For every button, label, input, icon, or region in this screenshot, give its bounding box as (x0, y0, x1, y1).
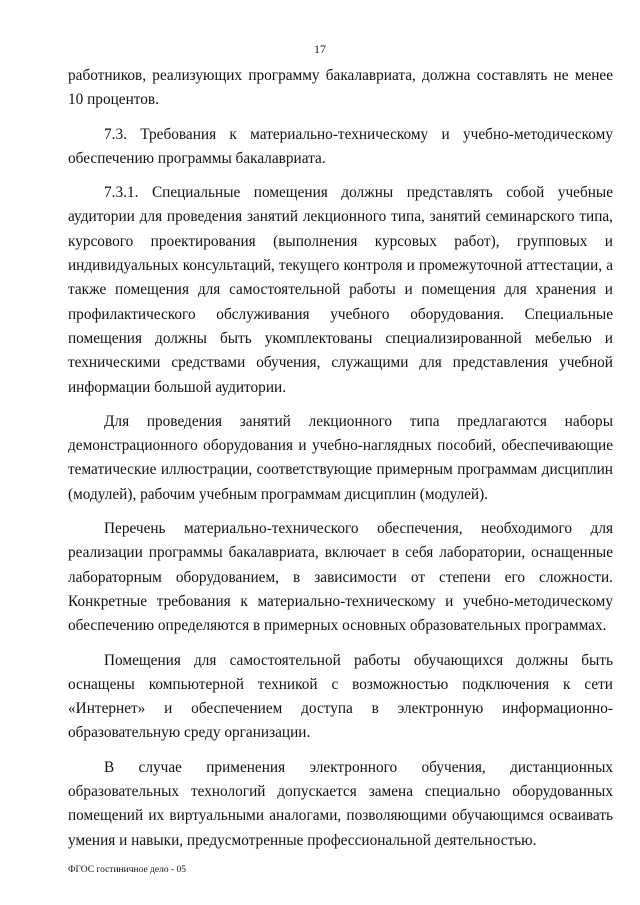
footer-note: ФГОС гостиничное дело - 05 (68, 865, 186, 875)
paragraph-e-learning: В случае применения электронного обучения, дистанционных образовательных технологий допускается замена специально оборудованных помещений их виртуальными аналогами, позволяющими обучающимся осваивать умения и навыки, предусмотренные профессиональной деятельностью. (68, 758, 613, 849)
paragraph-self-study-rooms: Помещения для самостоятельной работы обучающихся должны быть оснащены компьютерной техникой с возможностью подключения к сети «Интернет» и обеспечением доступа в электронную информационно-образовательную среду организации. (68, 651, 613, 742)
document-body (68, 64, 613, 863)
page-number: 17 (314, 42, 326, 56)
paragraph-material-list: Перечень материально-технического обеспечения, необходимого для реализации программы бакалавриата, включает в себя лаборатории, оснащенные лабораторным оборудованием, в зависимости от степени его сложности. Конкретные требования к материально-техническому и учебно-методическому обеспечению определяются в примерных основных образовательных программах. (68, 520, 613, 635)
paragraph-section-7-3: 7.3. Требования к материально-техническому и учебно-методическому обеспечению программы бакалавриата. (68, 125, 613, 167)
paragraph-section-7-3-1: 7.3.1. Специальные помещения должны представлять собой учебные аудитории для проведения занятий лекционного типа, занятий семинарского типа, курсового проектирования (выполнения курсовых работ), групповых и индивидуальных консультаций, текущего контроля и промежуточной аттестации, а также помещения для самостоятельной работы и помещения для хранения и профилактического обслуживания учебного оборудования. Специальные помещения должны быть укомплектованы специализированной мебелью и техническими средствами обучения, служащими для представления учебной информации большой аудитории. (68, 184, 613, 396)
paragraph-continuation: работников, реализующих программу бакалавриата, должна составлять не менее 10 процентов. (68, 67, 613, 109)
paragraph-lecture-equipment: Для проведения занятий лекционного типа предлагаются наборы демонстрационного оборудования и учебно-наглядных пособий, обеспечивающие тематические иллюстрации, соответствующие примерным программам дисциплин (модулей), рабочим учебным программам дисциплин (модулей). (68, 412, 613, 503)
